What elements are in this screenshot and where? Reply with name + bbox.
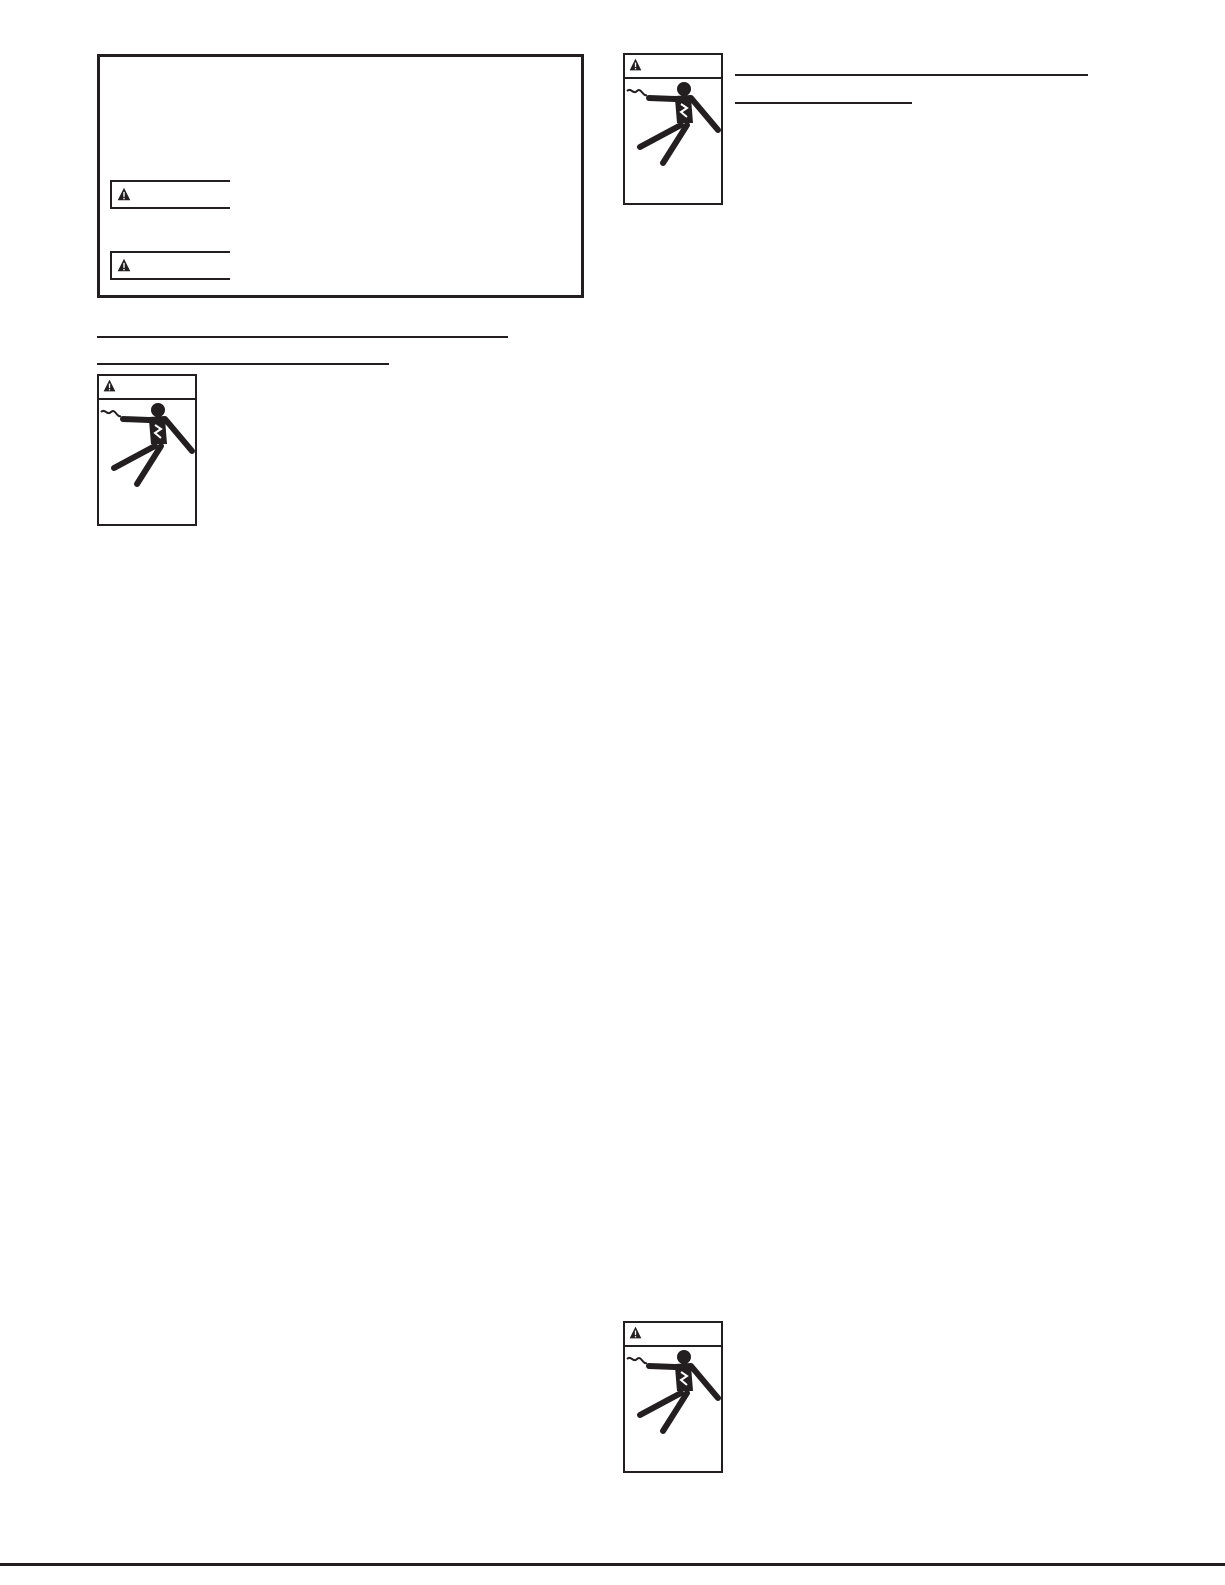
heading-underline [97,363,389,365]
warning-triangle-icon [629,1326,642,1339]
electric-shock-hazard-icon [625,77,721,203]
heading-underline [735,74,1088,76]
electric-shock-hazard-icon [99,398,195,524]
heading-underline [735,102,912,104]
signal-word-tab [110,251,230,280]
shock-hazard-card [623,53,723,205]
warning-triangle-icon [629,58,642,71]
warning-triangle-icon [117,258,131,272]
footer-rule [0,1563,1225,1566]
heading-underline [97,336,508,338]
signal-word-tab [110,180,230,209]
shock-hazard-card-header [99,376,195,400]
warning-triangle-icon [103,379,116,392]
shock-hazard-card-header [625,1323,721,1347]
signal-word-notice-box [97,54,584,298]
shock-hazard-card-header [625,55,721,79]
electric-shock-hazard-icon [625,1345,721,1471]
warning-triangle-icon [117,187,131,201]
shock-hazard-card [623,1321,723,1473]
shock-hazard-card [97,374,197,526]
